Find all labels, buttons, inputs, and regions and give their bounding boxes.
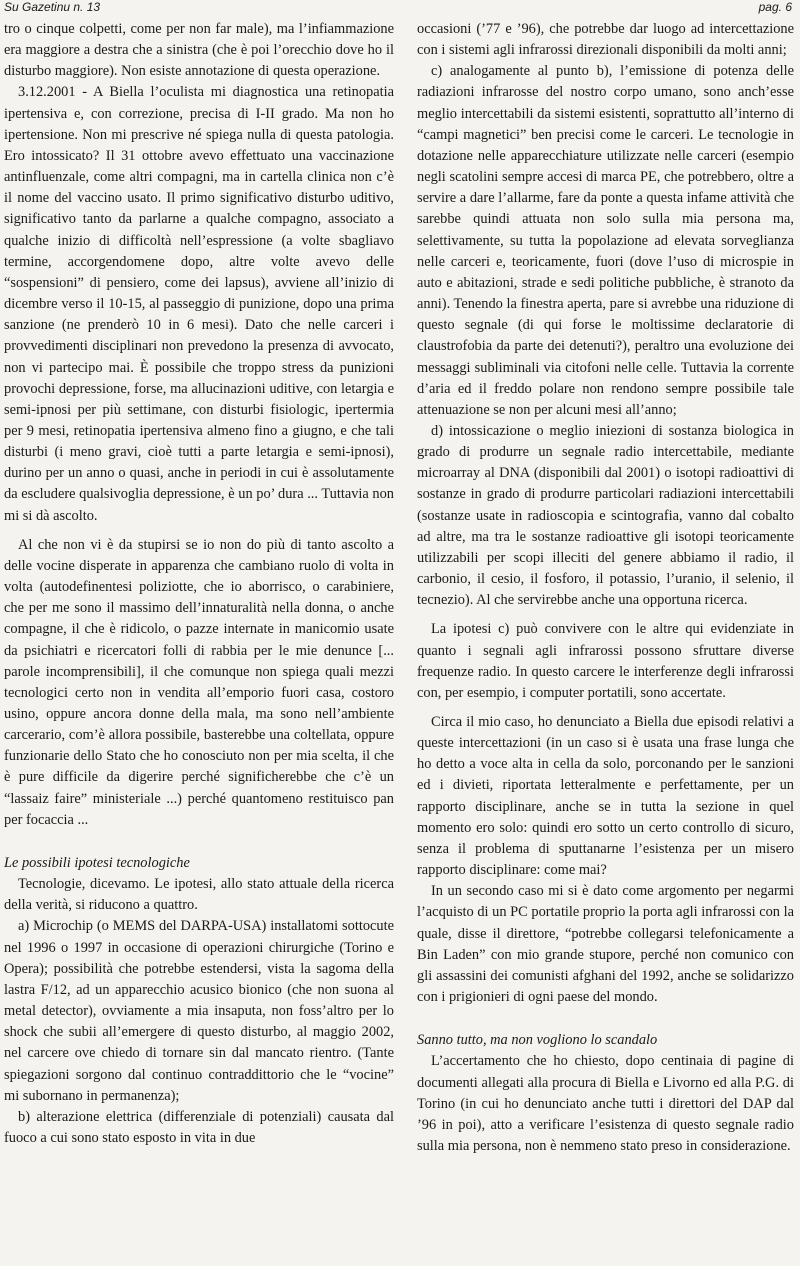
paragraph: 3.12.2001 - A Biella l’oculista mi diagnostica una retinopatia ipertensiva e, con correzione, precisa di I-II grado. Ma non ho ipertensione. Non mi prescrive né spiega nulla di questa patologia. Ero intossicato? Il 31 ottobre avevo effettuato una vaccinazione antinfluenzale, come altri compagni, ma in cartella clinica non c’è il nome del vaccino usato. Il primo significativo disturbo uditivo, significativo tanto da parlarne a qualche compagno, associato a qualche inizio di difficoltà nell’espressione (a volte sbagliavo termine, accorgendomene dopo, altre volte avevo delle “sospensioni” di pensiero, come dei lapsus), avviene all’inizio di dicembre verso il 10-15, al passeggio di punizione, dopo una prima sanzione (ne prenderò 10 in 6 mesi). Dato che nelle carceri i provvedimenti disciplinari non prevedono la presenza di avvocato, non vi partecipo mai. È possibile che troppo stress da punizioni provochi depressione, forse, ma allucinazioni uditive, con letargia e semi-ipnosi per più settimane, con disturbi fisiologic, ipertermia per 9 mesi, retinopatia ipertensiva almeno fino a giugno, e che tali disturbi (i meno gravi, cioè tutti a parte letargia e semi-ipnosi), durino per un anno o quasi, anche in periodi in cui è assolutamente da escludere qualsivoglia depressione, è un po’ dura ... Tuttavia non mi si dà ascolto.	[4, 84, 394, 524]
paragraph: b) alterazione elettrica (differenziale di potenziali) causata dal fuoco a cui sono stato esposto in vita in due	[4, 1108, 394, 1146]
paragraph: d) intossicazione o meglio iniezioni di sostanza biologica in grado di produrre un segnale radio intercettabile, mediante microarray al DNA (disponibili dal 2001) o isotopi radioattivi di sostanze in grado di produrre particolari radiazioni intercettabili (sostanze usate in radioscopia e scintografia, vanno dal cobalto ad altre, ma tra le sostanze radioattive gli isotopi teoricamente utilizzabili per scopi illeciti del genere abbiamo il radio, il carbonio, il cesio, il fosforo, il potassio, l’uranio, il selenio, il tecnezio). Al che servirebbe anche una opportuna ricerca.	[417, 422, 794, 609]
page-number: pag. 6	[758, 0, 792, 14]
publication-title: Su Gazetinu n. 13	[4, 0, 101, 14]
page-header	[0, 0, 800, 16]
paragraph: In un secondo caso mi si è dato come argomento per negarmi l’acquisto di un PC portatile proprio la porta agli infrarossi con la quale, disse il direttore, “potrebbe collegarsi telefonicamente a Bin Laden” con mio grande stupore, perché non comunico con gli assassini dei comunisti afghani del 1992, anche se solidarizzo con i prigionieri di ogni paese del mondo.	[417, 883, 794, 1006]
left-column	[4, 19, 394, 1149]
paragraph: tro o cinque colpetti, come per non far male), ma l’infiammazione era maggiore a destra che a sinistra (che è poi l’orecchio dove ho il disturbo maggiore). Non esiste annotazione di questa operazione.	[4, 21, 394, 80]
section-title: Le possibili ipotesi tecnologiche	[4, 854, 190, 871]
paragraph: a) Microchip (o MEMS del DARPA-USA) installatomi sottocute nel 1996 o 1997 in occasione di operazioni chirurgiche (Torino e Opera); possibilità che potrebbe estendersi, vista la sagoma della lastra F/12, ad un apparecchio acusico bionico (che non suona al metal detector), ovviamente a mia insaputa, non foss’altro per lo shock che subii all’emergere di questo disturbo, al maggio 2002, nel carcere ove chiedo di tornare sin dal mancato rientro. (Tante spiegazioni sorgono dal continuo contraddittorio che le “vocine” mi subornano in permanenza);	[4, 918, 394, 1104]
paragraph: Al che non vi è da stupirsi se io non do più di tanto ascolto a delle vocine disperate in apparenza che cambiano ruolo di volta in volta (autodefinentesi poliziotte, che io aborrisco, o carabiniere, che per me sono il massimo dell’innaturalità nella donna, o anche compagne, il che è ridicolo, o pazze internate in manicomio usate da psichiatri e ricercatori folli di rabbia per le mie denunce [... parole incomprensibili], il che comunque non spiega quali mezzi tecnologici certo non in vendita all’emporio fuori casa, costoro usino, oppure ancora donne della mala, ma sono nell’ambiente carcerario, com’è allora possibile, basterebbe una coltellata, oppure funzionarie dello Stato che ho conosciuto non per mia scelta, il che è pure difficile da digerire perché significherebbe che c’è un “lassaiz faire” ministeriale ...) perché quantomeno restituisco pan per focaccia ...	[4, 536, 394, 828]
paragraph: Circa il mio caso, ho denunciato a Biella due episodi relativi a queste intercettazioni (in un caso si è usata una frase lunga che ho detto a voce alta in cella da solo, porconando per le sanzioni ed i divieti, riportata letteralmente e perfettamente, per un rapporto disciplinare, anche se in tutta la sezione in quel momento ero solo: quindi ero sotto un certo controllo di sicuro, senza il problema di sputtanarne l’esistenza per un misero rapporto disciplinare: come mai?	[417, 714, 794, 879]
paragraph: La ipotesi c) può convivere con le altre qui evidenziate in quanto i segnali agli infrarossi possono sfruttare diverse frequenze radio. In questo carcere le interferenze degli infrarossi con, per esempio, i computer portatili, sono accertate.	[417, 621, 794, 701]
paragraph: L’accertamento che ho chiesto, dopo centinaia di pagine di documenti allegati alla procura di Biella e Livorno ed alla P.G. di Torino (in cui ho denunciato anche tutti i direttori del DAP dal ’96 in poi), atto a verificare l’esistenza di questo segnale radio sulla mia persona, non è nemmeno stato preso in considerazione.	[417, 1053, 794, 1154]
section-title: Sanno tutto, ma non vogliono lo scandalo	[417, 1032, 658, 1049]
right-column	[417, 19, 794, 1157]
paragraph: Tecnologie, dicevamo. Le ipotesi, allo stato attuale della ricerca della verità, si riducono a quattro.	[4, 876, 394, 914]
paragraph: c) analogamente al punto b), l’emissione di potenza delle radiazioni infrarosse del nostro corpo umano, sono anch’esse meglio intercettabili da sistemi esistenti, soprattutto all’interno di “campi magnetici” ben precisi come le carceri. Le tecnologie in dotazione nelle apparecchiature utilizzate nelle carceri (esempio negli scatolini sempre accesi di marca PE, che potrebbero, oltre a servire a dare l’allarme, fare da ponte a questa infame attività che sarebbe quindi attuata non solo sulla mia persona ma, selettivamente, su tutta la popolazione ad elevata sorveglianza nelle carceri e, teoricamente, fuori (dove l’uso di microspie in auto e abitazioni, strade e sedi politiche pubbliche, è stranoto da anni). Tenendo la finestra aperta, pare si avrebbe una riduzione di questo segnale (di qui forse le moltissime declaratorie di claustrofobia da parte dei detenuti?), peraltro una evoluzione dei messaggi subliminali via citofoni nelle celle. Tuttavia la corrente d’aria ed il freddo polare non rendono sempre possibile tale attenuazione se non per alcuni mesi all’anno;	[417, 63, 794, 418]
paragraph: occasioni (’77 e ’96), che potrebbe dar luogo ad intercettazione con i sistemi agli infrarossi direzionali disponibili da molti anni;	[417, 21, 794, 59]
